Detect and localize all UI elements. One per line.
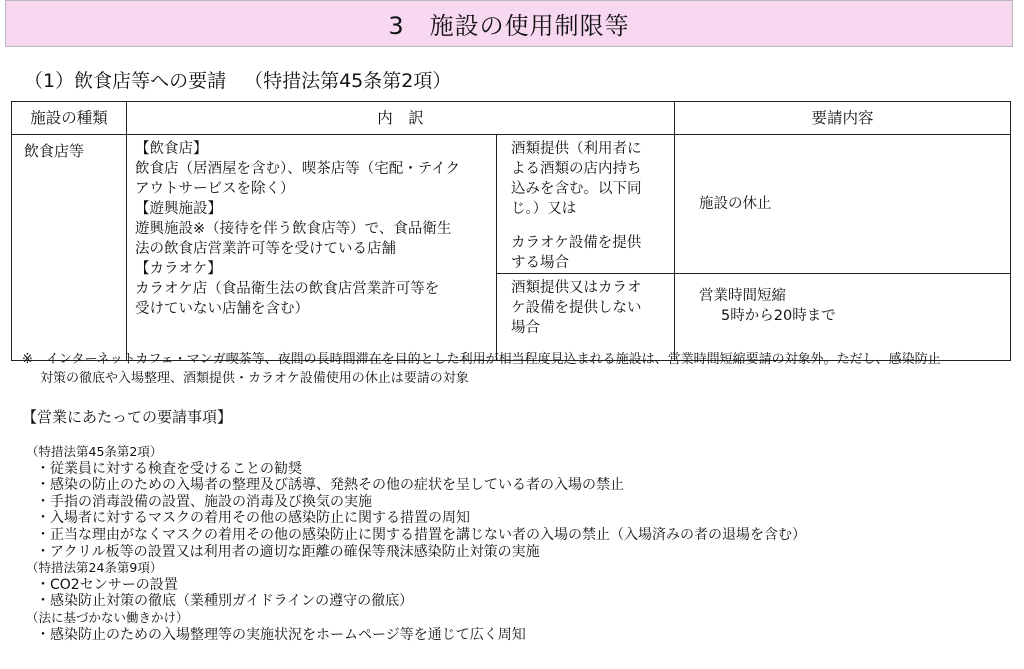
- detail-line: 飲食店（居酒屋を含む）、喫茶店等（宅配・テイク: [135, 161, 460, 177]
- list-item: ・従業員に対する検査を受けることの勧奨: [36, 460, 302, 477]
- request-cell-closure: [675, 135, 1011, 274]
- list-item: ・感染防止のための入場整理等の実施状況をホームページ等を通じて広く周知: [36, 626, 526, 643]
- condition-line: カラオケ設備を提供: [511, 235, 642, 251]
- condition-line: ケ設備を提供しない: [511, 300, 642, 316]
- detail-line: 【カラオケ】: [135, 261, 222, 277]
- condition-line: 場合: [511, 320, 540, 336]
- page-title: 3 施設の使用制限等: [388, 12, 630, 40]
- condition-cell-alcohol-karaoke: [497, 135, 675, 274]
- table-header-row: [12, 102, 1011, 135]
- list-item: ・感染防止対策の徹底（業種別ガイドラインの遵守の徹底）: [36, 593, 414, 610]
- detail-cell: [127, 135, 497, 361]
- detail-line: 遊興施設※（接待を伴う飲食店等）で、食品衛生: [135, 221, 452, 237]
- header-breakdown: 内 訳: [127, 102, 675, 135]
- condition-line: よる酒類の店内持ち: [511, 161, 642, 177]
- condition-cell-no-alcohol: [497, 274, 675, 361]
- list-item: ・手指の消毒設備の設置、施設の消毒及び換気の実施: [36, 493, 372, 510]
- list-item: ・アクリル板等の設置又は利用者の適切な距離の確保等飛沫感染防止対策の実施: [36, 543, 540, 560]
- list-item: ・CO2センサーの設置: [36, 576, 178, 593]
- requirements-title: 【営業にあたっての要請事項】: [22, 408, 233, 426]
- header-request: 要請内容: [675, 102, 1011, 135]
- condition-line: 酒類提供又はカラオ: [511, 280, 642, 296]
- group-label-art24: （特措法第24条第9項）: [26, 560, 163, 576]
- detail-line: 【遊興施設】: [135, 201, 222, 217]
- list-item: ・感染の防止のための入場者の整理及び誘導、発熱その他の症状を呈している者の入場の禁止: [36, 477, 624, 494]
- condition-line: じ。）又は: [511, 201, 577, 217]
- list-item: ・入場者に対するマスクの着用その他の感染防止に関する措置の周知: [36, 510, 470, 527]
- restriction-table: [11, 101, 1011, 361]
- facility-type-cell: 飲食店等: [12, 135, 127, 361]
- footnote-line1: ※ インターネットカフェ・マンガ喫茶等、夜間の長時間滞在を目的とした利用が相当程度見込まれる施設は、営業時間短縮要請の対象外。ただし、感染防止: [22, 352, 941, 367]
- group-label-art45: （特措法第45条第2項）: [26, 444, 163, 459]
- condition-line: 込みを含む。以下同: [511, 181, 642, 197]
- requirements-list: [26, 444, 806, 643]
- condition-line: 酒類提供（利用者に: [511, 141, 642, 157]
- section-subtitle: [24, 66, 451, 93]
- request-closure: 施設の休止: [699, 196, 772, 212]
- table-row: [12, 135, 1011, 274]
- detail-line: カラオケ店（食品衛生法の飲食店営業許可等を: [135, 281, 440, 297]
- list-item: ・正当な理由がなくマスクの着用その他の感染防止に関する措置を講じない者の入場の禁止（入場済みの者の退場を含む）: [36, 526, 806, 543]
- detail-line: アウトサービスを除く）: [135, 181, 295, 197]
- footnote-line2: 対策の徹底や入場整理、酒類提供・カラオケ設備使用の休止は要請の対象: [40, 371, 469, 386]
- request-hours-range: 5時から20時まで: [721, 308, 836, 324]
- detail-line: 【飲食店】: [135, 141, 208, 157]
- subtitle-law: （特措法第45条第2項）: [244, 70, 452, 92]
- header-facility-type: 施設の種類: [12, 102, 127, 135]
- page-title-bar: [5, 0, 1013, 47]
- group-label-non-legal: （法に基づかない働きかけ）: [26, 609, 189, 625]
- footnote: [22, 350, 941, 388]
- condition-line: する場合: [511, 255, 569, 271]
- request-shortened-hours: 営業時間短縮: [699, 288, 787, 304]
- subtitle-heading: （1）飲食店等への要請: [24, 70, 227, 92]
- request-cell-shortened-hours: [675, 274, 1011, 361]
- detail-line: 法の飲食店営業許可等を受けている店舗: [135, 241, 396, 257]
- detail-line: 受けていない店舗を含む）: [135, 301, 309, 317]
